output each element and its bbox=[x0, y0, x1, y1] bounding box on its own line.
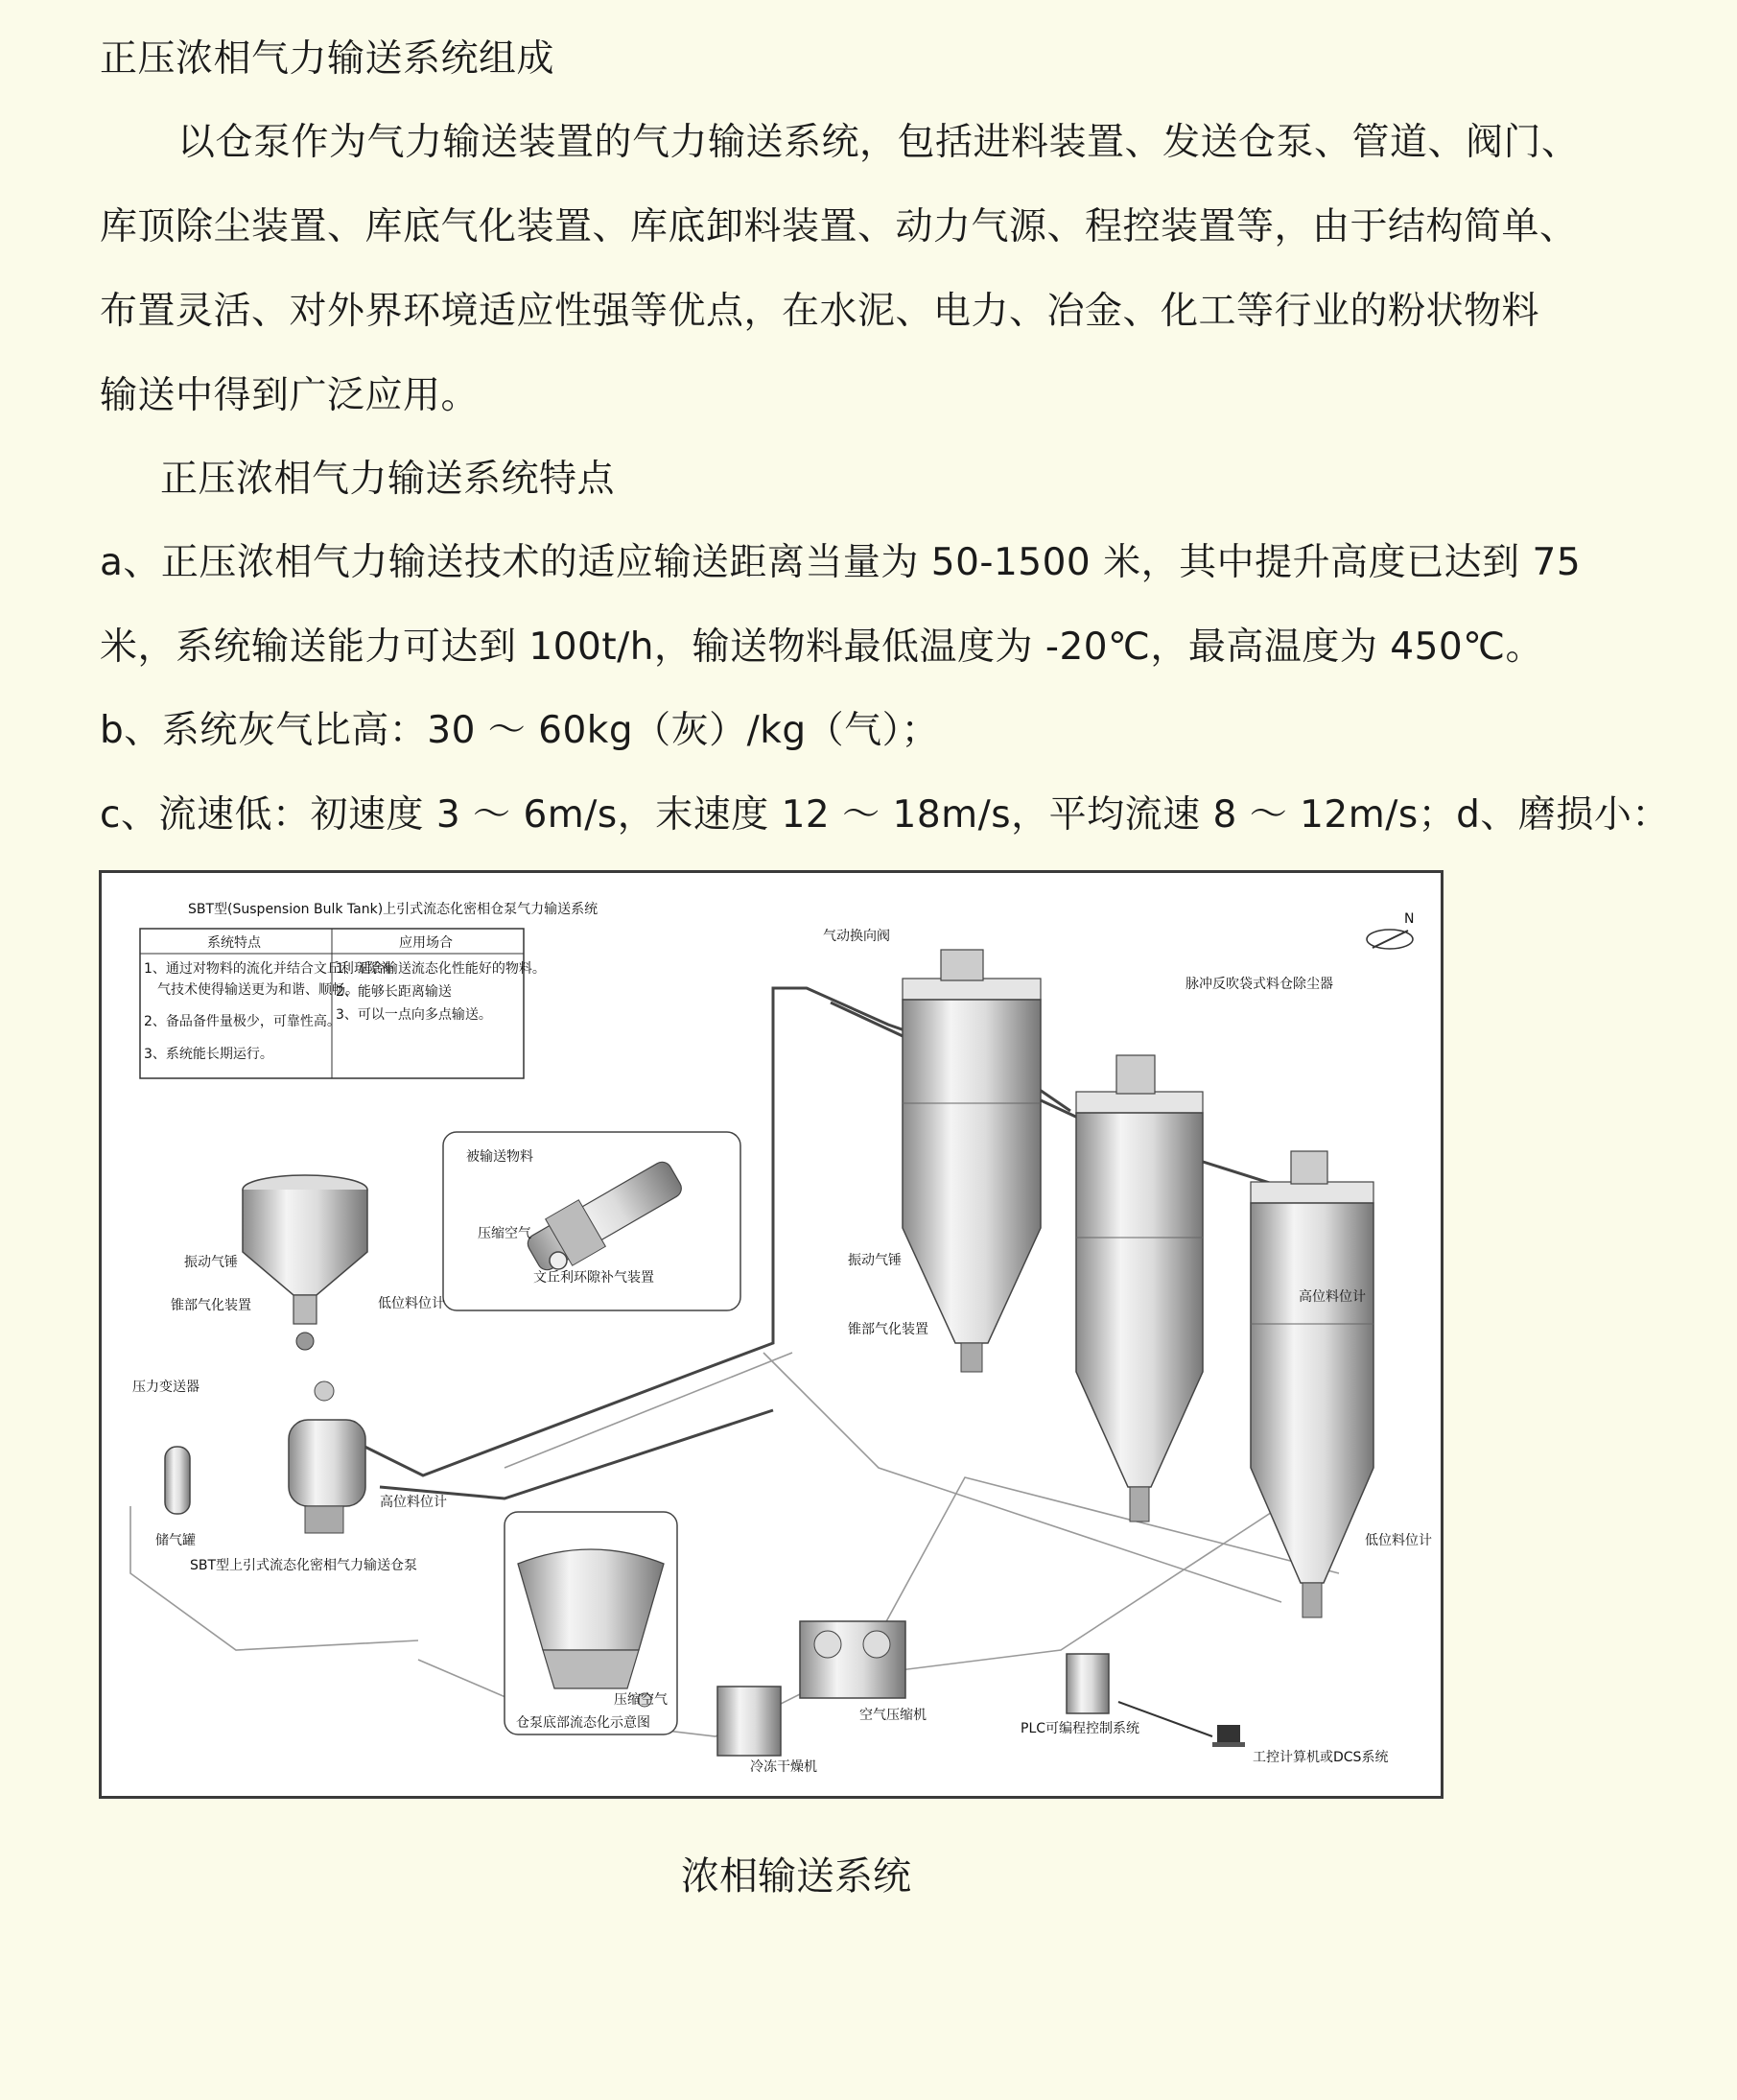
paragraph-line: 库顶除尘装置、库底气化装置、库底卸料装置、动力气源、程控装置等，由于结构简单、 bbox=[100, 205, 1578, 248]
section-heading-features: 正压浓相气力输送系统特点 bbox=[160, 458, 616, 501]
label-low-level-left: 低位料位计 bbox=[378, 1296, 445, 1311]
table-cell: 3、系统能长期运行。 bbox=[144, 1047, 273, 1062]
table-cell: 2、备品备件量极少，可靠性高。 bbox=[144, 1014, 340, 1029]
paragraph-line: 输送中得到广泛应用。 bbox=[100, 374, 480, 417]
label-conveyed-material: 被输送物料 bbox=[466, 1149, 533, 1165]
air-tank bbox=[165, 1447, 190, 1514]
label-vibrator-silo: 振动气锤 bbox=[848, 1253, 902, 1268]
label-dust-collector: 脉冲反吹袋式料仓除尘器 bbox=[1185, 977, 1333, 992]
silo bbox=[1076, 1055, 1203, 1522]
label-air-tank: 储气罐 bbox=[155, 1533, 196, 1548]
section-heading-composition: 正压浓相气力输送系统组成 bbox=[100, 37, 555, 81]
label-cone-aerator-left: 锥部气化装置 bbox=[171, 1298, 251, 1313]
label-pump-name: SBT型上引式流态化密相气力输送仓泵 bbox=[190, 1558, 418, 1573]
figure-caption: 浓相输送系统 bbox=[681, 1854, 911, 1899]
label-dcs: 工控计算机或DCS系统 bbox=[1253, 1750, 1389, 1765]
compass-north-label: N bbox=[1404, 911, 1415, 927]
label-air-compressor: 空气压缩机 bbox=[859, 1708, 927, 1723]
table-cell: 2、能够长距离输送 bbox=[336, 984, 452, 1000]
table-cell: 1、适合输送流态化性能好的物料。 bbox=[336, 961, 546, 977]
feature-b-line: b、系统灰气比高：30 ～ 60kg（灰）/kg（气）； bbox=[100, 709, 940, 752]
label-dryer: 冷冻干燥机 bbox=[750, 1759, 817, 1775]
label-low-level-silo: 低位料位计 bbox=[1365, 1533, 1432, 1548]
table-cell: 1、通过对物料的流化并结合文丘利环隙补 bbox=[144, 961, 394, 977]
label-plc: PLC可编程控制系统 bbox=[1021, 1721, 1140, 1736]
label-cone-aerator-silo: 锥部气化装置 bbox=[848, 1322, 928, 1337]
label-pump-bottom: 仓泵底部流态化示意图 bbox=[516, 1715, 650, 1731]
system-diagram bbox=[99, 870, 1444, 1799]
paragraph-line: 布置灵活、对外界环境适应性强等优点，在水泥、电力、冶金、化工等行业的粉状物料 bbox=[100, 290, 1540, 333]
paragraph-line: 以仓泵作为气力输送装置的气力输送系统，包括进料装置、发送仓泵、管道、阀门、 bbox=[177, 121, 1580, 164]
label-compressed-air-bottom: 压缩空气 bbox=[614, 1692, 668, 1708]
computer-icon bbox=[1212, 1725, 1245, 1747]
venturi-inset bbox=[443, 1132, 740, 1310]
figure-title: SBT型(Suspension Bulk Tank)上引式流态化密相仓泵气力输送系统 bbox=[188, 902, 599, 917]
label-vibrator-left: 振动气锤 bbox=[184, 1255, 238, 1270]
feed-hopper bbox=[243, 1175, 367, 1350]
label-venturi: 文丘利环隙补气装置 bbox=[533, 1270, 654, 1286]
dryer bbox=[717, 1687, 781, 1756]
label-valve: 气动换向阀 bbox=[823, 929, 890, 944]
silo bbox=[1251, 1151, 1373, 1617]
feature-c-line: c、流速低：初速度 3 ～ 6m/s，末速度 12 ～ 18m/s，平均流速 8 ～ 12m/s；d、磨损小： bbox=[100, 793, 1670, 837]
label-high-level-pump: 高位料位计 bbox=[380, 1495, 447, 1510]
feature-a-line: a、正压浓相气力输送技术的适应输送距离当量为 50-1500 米，其中提升高度已达到 75 bbox=[100, 541, 1582, 584]
plc-cabinet bbox=[1067, 1654, 1109, 1713]
table-header-applications: 应用场合 bbox=[399, 935, 453, 951]
silo bbox=[903, 950, 1041, 1372]
label-pressure-transmitter: 压力变送器 bbox=[132, 1380, 200, 1395]
table-header-features: 系统特点 bbox=[207, 935, 261, 951]
feature-table bbox=[140, 929, 546, 1078]
table-cell: 3、可以一点向多点输送。 bbox=[336, 1007, 492, 1023]
pump-tank bbox=[289, 1381, 365, 1533]
feature-a-line: 米，系统输送能力可达到 100t/h，输送物料最低温度为 -20℃，最高温度为 450℃。 bbox=[100, 625, 1544, 669]
compass-icon bbox=[1367, 911, 1414, 949]
label-compressed-air: 压缩空气 bbox=[478, 1226, 531, 1241]
air-compressor bbox=[800, 1621, 905, 1698]
table-cell: 气技术使得输送更为和谐、顺畅。 bbox=[144, 982, 359, 998]
label-high-level-silo: 高位料位计 bbox=[1299, 1289, 1366, 1305]
